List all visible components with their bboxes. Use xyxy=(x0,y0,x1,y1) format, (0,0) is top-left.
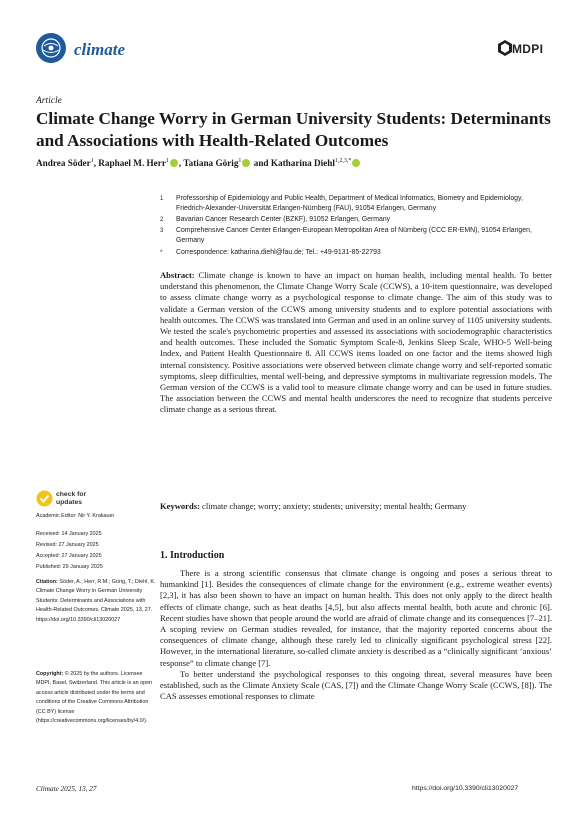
date-revised: Revised: 27 January 2025 xyxy=(36,542,99,548)
author-name: Andrea Söder xyxy=(36,158,91,169)
date-received: Received: 14 January 2025 xyxy=(36,531,102,537)
introduction-body xyxy=(160,568,552,702)
orcid-icon[interactable] xyxy=(242,159,250,167)
paragraph: To better understand the psychological responses to this ongoing threat, several measures have been established, such as the Climate Anxiety Scale (CAS, [7]) and the Climate Change Worry Scale (CCWS, [8]). The CAS assesses emotional responses to climate xyxy=(160,668,552,702)
correspondence-text: Correspondence: katharina.diehl@fau.de; Tel.: +49-9131-85-22793 xyxy=(176,249,381,256)
affiliation xyxy=(160,226,540,246)
journal-name: climate xyxy=(74,40,125,59)
abstract-text: Climate change is known to have an impact on human health, including mental health. To better understand this phenomenon, the Climate Change Worry Scale (CCWS), a 10-item questionnaire, was developed to assess climate change worry as a psychological response to climate change. The aim of this study was to validate a German version of the CCWS among university students and to explore potential associations with health outcomes. The CCWS was translated into German and used in an online survey of 1105 university students. We tested the scale's psychometric properties and assessed its associations with sociodemographic characteristics and health outcomes. These included the Somatic Symptom Scale-8, Jenkins Sleep Scale, WHO-5 Well-being Index, and Patient Health Questionnaire 8. All CCWS items loaded on one factor and the items showed high internal consistency. Positive associations were observed between climate change worry and self-reported somatic symptoms, sleep difficulties, mental well-being, and depressive symptoms in multivariate regression models. The German version of the CCWS is a valid tool to measure climate change worry and can be used in future studies. The association between the CCWS and mental health underscores the need to recognize that students perceive climate change as a serious threat. xyxy=(160,270,552,415)
article-title: Climate Change Worry in German University Students: Determinants and Associations with Health-Related Outcomes xyxy=(36,109,551,150)
abstract xyxy=(160,270,552,416)
citation-text: Söder, A.; Herr, R.M.; Görig, T.; Diehl, K. Climate Change Worry in German University Students: Determinants and Associations with Health-Related Outcomes. Climate 2025, 13, 27. https://doi.org/10.3390/cli13020027 xyxy=(36,579,156,623)
date-published: Published: 29 January 2025 xyxy=(36,564,103,570)
author-name: Raphael M. Herr xyxy=(98,158,166,169)
copyright-block xyxy=(36,670,156,726)
orcid-icon[interactable] xyxy=(170,159,178,167)
copyright-label: Copyright: xyxy=(36,671,64,677)
affiliation-number: * xyxy=(160,250,163,256)
footer-doi-link[interactable]: https://doi.org/10.3390/cli13020027 xyxy=(412,785,519,792)
date-accepted: Accepted: 27 January 2025 xyxy=(36,553,102,559)
check-for-updates-button[interactable] xyxy=(36,490,87,512)
footer-citation: Climate 2025, 13, 27 xyxy=(36,785,97,793)
keywords-label: Keywords: xyxy=(160,501,200,511)
orcid-icon[interactable] xyxy=(352,159,360,167)
journal-logo-icon xyxy=(36,33,66,63)
abstract-label: Abstract: xyxy=(160,270,195,280)
section-heading: 1. Introduction xyxy=(160,550,225,561)
affiliation-number: 1 xyxy=(160,196,164,202)
copyright-text: © 2025 by the authors. Licensee MDPI, Basel, Switzerland. This article is an open access article distributed under the terms and conditions of the Creative Commons Attribution (CC BY) license (https://creativecommons.org/licenses/by/4.0/). xyxy=(36,671,153,725)
author-separator: , xyxy=(93,158,99,169)
keywords xyxy=(160,501,552,512)
article-type: Article xyxy=(36,96,62,106)
affiliation-number: 2 xyxy=(160,217,164,223)
citation-block xyxy=(36,578,156,625)
paragraph: There is a strong scientific consensus that climate change is ongoing and poses a serious threat to humankind [1]. Besides the consequences of climate change for the environment (e.g., extreme weather events) [2,3], it has also been shown to have an impact on human health. This does not only apply to the direct health effects of climate change, such as heat deaths [4,5], but also affects mental health, both acute and chronic [6]. Recent studies have shown that people around the world are afraid of climate change and its consequences [7–21]. A scoping review on German studies revealed, for instance, that the majority reported concerns about the consequences of climate change, although these rarely led to clinically significant psychological stress [22]. However, in the international literature, so-called climate anxiety is described as a “clinically significant ‘anxious’ response” to climate change [7]. xyxy=(160,568,552,668)
check-updates-icon xyxy=(36,490,53,507)
author-affiliation-ref: 1 xyxy=(238,158,242,164)
correspondence xyxy=(160,248,540,258)
author-name: Tatiana Görig xyxy=(183,158,239,169)
affiliation-number: 3 xyxy=(160,228,164,234)
author-affiliation-ref: 1 xyxy=(165,158,169,164)
affiliation-text: Comprehensive Cancer Center Erlangen-European Metropolitan Area of Nürnberg (CCC ER-EMN), 91054 Erlangen, Germany xyxy=(176,227,532,244)
author-affiliation-ref: 1,2,3,* xyxy=(334,158,352,164)
academic-editor: Academic Editor: Nir Y. Krakauer xyxy=(36,513,115,519)
publisher-name: MDPI xyxy=(512,42,544,56)
author-separator: , xyxy=(178,158,184,169)
affiliation xyxy=(160,194,540,214)
affiliation-text: Professorship of Epidemiology and Public Health, Department of Medical Informatics, Biometry and Epidemiology, Friedrich-Alexander-Universität Erlangen-Nürnberg (FAU), 91054 Erlangen, Germany xyxy=(176,195,523,212)
keywords-text: climate change; worry; anxiety; students; university; mental health; Germany xyxy=(202,501,467,511)
author-name: Katharina Diehl xyxy=(270,158,335,169)
citation-label: Citation: xyxy=(36,579,58,585)
affiliation-text: Bavarian Cancer Research Center (BZKF), 91052 Erlangen, Germany xyxy=(176,216,391,223)
mdpi-logo-icon xyxy=(498,40,512,56)
author-affiliation-ref: 1 xyxy=(90,158,94,164)
author-list xyxy=(36,158,361,168)
affiliation xyxy=(160,215,540,225)
check-updates-label: check for updates xyxy=(56,491,87,506)
author-separator: and xyxy=(251,158,271,169)
publisher-logo xyxy=(498,40,544,61)
